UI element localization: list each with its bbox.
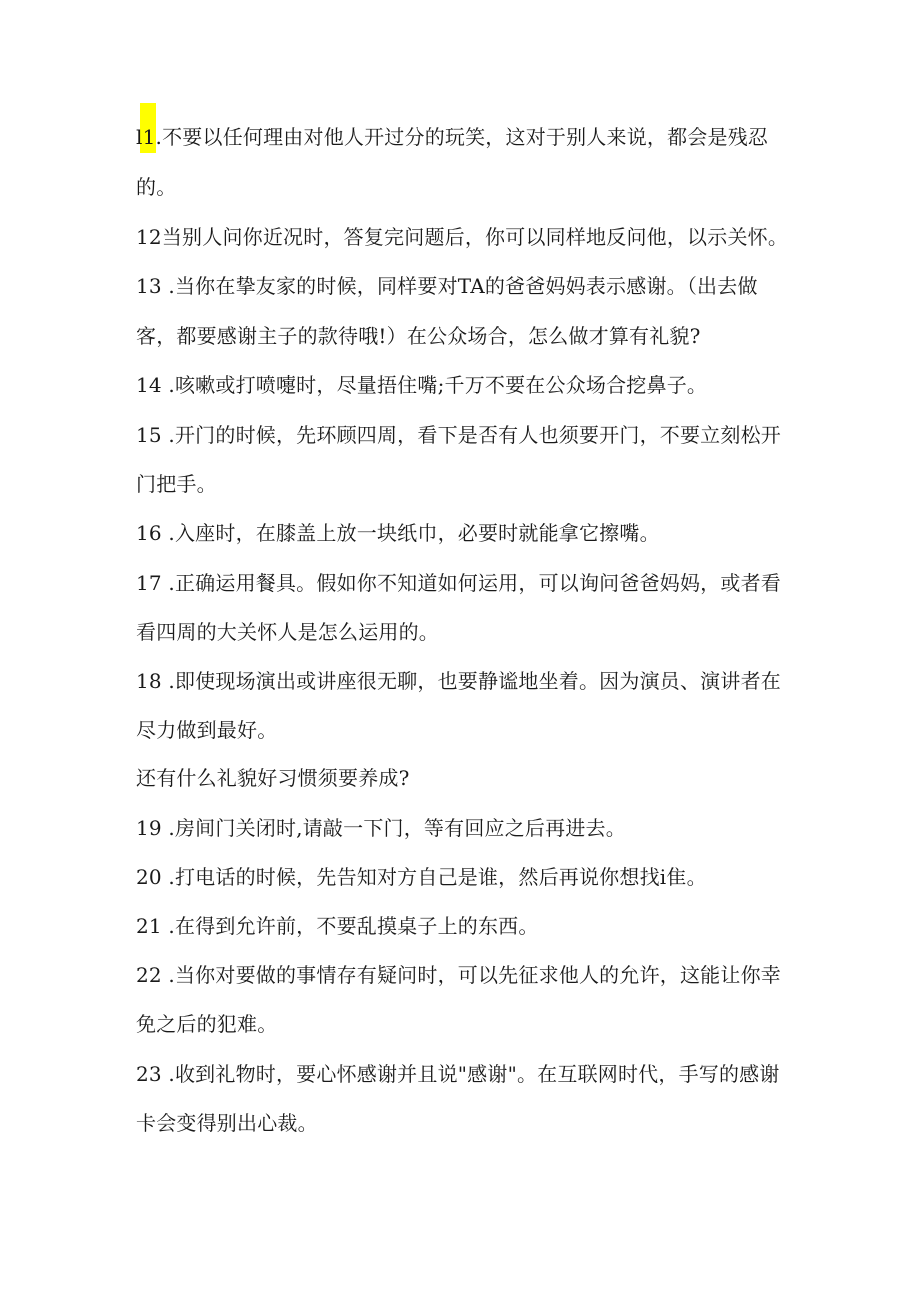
line-item-22 bbox=[136, 962, 796, 988]
item-number: 21 . bbox=[136, 914, 175, 938]
line-text: 免之后的犯难。 bbox=[136, 1012, 278, 1036]
item-number: 19 . bbox=[136, 816, 175, 840]
line-text: 不要以任何理由对他人开过分的玩笑，这对于别人来说，都会是残忍 bbox=[162, 125, 769, 149]
item-number: 22 . bbox=[136, 963, 175, 987]
line-text: 的。 bbox=[136, 175, 177, 199]
line-text: 收到礼物时，要心怀感谢并且说"感谢"。在互联网时代，手写的感谢 bbox=[174, 1062, 780, 1086]
line-item-15-cont bbox=[136, 471, 796, 497]
item-number: 15 . bbox=[136, 423, 175, 447]
line-item-19 bbox=[136, 815, 796, 841]
item-number: 13 . bbox=[136, 274, 175, 298]
line-item-18-cont bbox=[136, 717, 796, 743]
line-text: 咳嗽或打喷嚏时，尽量捂住嘴;千万不要在公众场合挖鼻子。 bbox=[174, 373, 708, 397]
line-item-15 bbox=[136, 422, 796, 448]
line-item-11 bbox=[136, 124, 796, 150]
line-item-13-cont bbox=[136, 323, 796, 349]
line-text: 客，都要感谢主子的款待哦!）在公众场合，怎么做才算有礼貌? bbox=[136, 324, 701, 348]
item-number: 20 . bbox=[136, 865, 175, 889]
line-text: 当你在挚友家的时候，同样要对TA的爸爸妈妈表示感谢。（出去做 bbox=[174, 274, 758, 298]
section-heading bbox=[136, 765, 796, 791]
line-text: 即使现场演出或讲座很无聊，也要静谧地坐着。因为演员、演讲者在 bbox=[174, 669, 781, 693]
line-text: 当你对要做的事情存有疑问时，可以先征求他人的允许，这能让你幸 bbox=[174, 963, 781, 987]
line-item-23-cont bbox=[136, 1110, 796, 1136]
line-item-17 bbox=[136, 570, 796, 596]
line-item-23 bbox=[136, 1061, 796, 1087]
line-item-17-cont bbox=[136, 619, 796, 645]
line-item-13 bbox=[136, 273, 796, 299]
line-text: 打电话的时候，先告知对方自己是谁，然后再说你想找i隹。 bbox=[174, 865, 707, 889]
line-text: 在得到允许前，不要乱摸桌子上的东西。 bbox=[174, 914, 539, 938]
item-number: l1. bbox=[136, 125, 163, 149]
line-text: 尽力做到最好。 bbox=[136, 718, 278, 742]
line-text: 当别人问你近况时，答复完问题后，你可以同样地反问他，以示关怀。 bbox=[161, 225, 789, 249]
line-item-14 bbox=[136, 372, 796, 398]
line-item-18 bbox=[136, 668, 796, 694]
item-number: 18 . bbox=[136, 669, 175, 693]
line-text: 看四周的大关怀人是怎么运用的。 bbox=[136, 620, 439, 644]
item-number: 17 . bbox=[136, 571, 175, 595]
line-text: 门把手。 bbox=[136, 472, 217, 496]
item-number: 12 bbox=[136, 225, 162, 249]
item-number: 16 . bbox=[136, 521, 175, 545]
line-text: 还有什么礼貌好习惯须要养成? bbox=[136, 766, 410, 790]
line-item-11-cont bbox=[136, 174, 796, 200]
line-item-22-cont bbox=[136, 1011, 796, 1037]
item-number: 23 . bbox=[136, 1062, 175, 1086]
line-text: 卡会变得别出心裁。 bbox=[136, 1111, 318, 1135]
line-text: 入座时，在膝盖上放一块纸巾，必要时就能拿它擦嘴。 bbox=[174, 521, 660, 545]
line-item-16 bbox=[136, 520, 796, 546]
line-item-21 bbox=[136, 913, 796, 939]
item-number: 14 . bbox=[136, 373, 175, 397]
line-text: 开门的时候，先环顾四周，看下是否有人也须要开门，不要立刻松开 bbox=[174, 423, 781, 447]
line-text: 正确运用餐具。假如你不知道如何运用，可以询问爸爸妈妈，或者看 bbox=[174, 571, 781, 595]
line-text: 房间门关闭时,请敲一下门，等有回应之后再进去。 bbox=[174, 816, 626, 840]
line-item-12 bbox=[136, 224, 796, 250]
line-item-20 bbox=[136, 864, 796, 890]
